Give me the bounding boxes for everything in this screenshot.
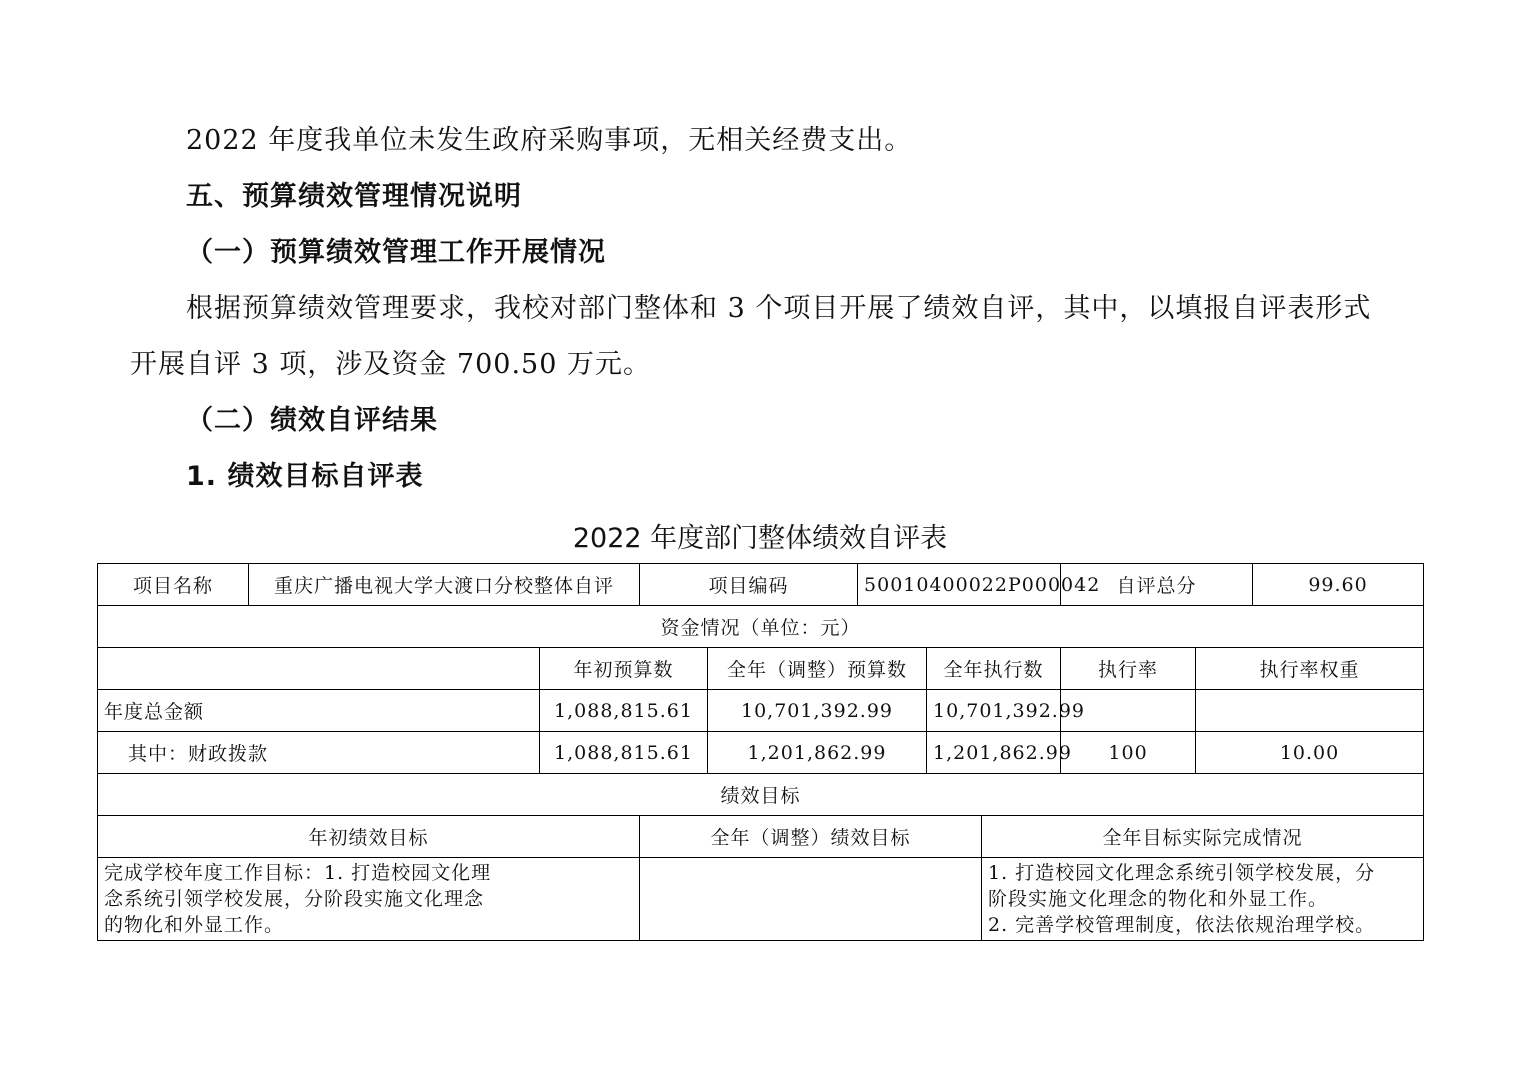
project-code-label: 项目编码	[640, 564, 858, 606]
col-adjusted-budget: 全年（调整）预算数	[708, 648, 927, 690]
project-name-label: 项目名称	[98, 564, 249, 606]
funds-header: 资金情况（单位：元）	[98, 606, 1424, 648]
self-score-label: 自评总分	[1061, 564, 1253, 606]
goal-col-adjusted: 全年（调整）绩效目标	[640, 816, 982, 858]
total-adjusted-budget: 10,701,392.99	[708, 690, 927, 732]
fiscal-row-label: 其中：财政拨款	[98, 732, 540, 774]
table-title: 2022 年度部门整体绩效自评表	[572, 523, 948, 554]
initial-goal-line: 的物化和外显工作。	[104, 914, 285, 936]
subheading-1: （一）预算绩效管理工作开展情况	[186, 237, 606, 268]
item-heading-1: 1. 绩效目标自评表	[186, 461, 424, 492]
adjusted-goal-text	[640, 858, 982, 941]
table-row	[98, 816, 1424, 858]
total-initial-budget: 1,088,815.61	[540, 690, 708, 732]
project-code-value: 50010400022P000042	[858, 564, 1061, 606]
fiscal-exec-rate: 100	[1061, 732, 1196, 774]
initial-goal-text	[98, 858, 640, 941]
fiscal-rate-weight: 10.00	[1196, 732, 1424, 774]
fiscal-initial-budget: 1,088,815.61	[540, 732, 708, 774]
col-rate-weight: 执行率权重	[1196, 648, 1424, 690]
table-row	[98, 690, 1424, 732]
performance-table	[97, 563, 1424, 941]
subheading-2: （二）绩效自评结果	[186, 405, 438, 436]
table-row	[98, 774, 1424, 816]
col-exec-rate: 执行率	[1061, 648, 1196, 690]
col-executed: 全年执行数	[927, 648, 1061, 690]
table-row	[98, 858, 1424, 941]
total-row-label: 年度总金额	[98, 690, 540, 732]
initial-goal-line: 念系统引领学校发展，分阶段实施文化理念	[104, 888, 485, 910]
total-rate-weight	[1196, 690, 1424, 732]
blank-header-cell	[98, 648, 540, 690]
body-line-2: 开展自评 3 项，涉及资金 700.50 万元。	[130, 349, 651, 380]
actual-goal-line: 2. 完善学校管理制度，依法依规治理学校。	[988, 914, 1376, 936]
goal-col-initial: 年初绩效目标	[98, 816, 640, 858]
body-line-1: 根据预算绩效管理要求，我校对部门整体和 3 个项目开展了绩效自评，其中，以填报自评表形式	[186, 293, 1372, 324]
actual-goal-text	[982, 858, 1424, 941]
fiscal-adjusted-budget: 1,201,862.99	[708, 732, 927, 774]
procurement-paragraph: 2022 年度我单位未发生政府采购事项，无相关经费支出。	[186, 125, 913, 156]
col-initial-budget: 年初预算数	[540, 648, 708, 690]
actual-goal-line: 阶段实施文化理念的物化和外显工作。	[988, 888, 1329, 910]
table-row	[98, 732, 1424, 774]
total-executed: 10,701,392.99	[927, 690, 1061, 732]
actual-goal-line: 1. 打造校园文化理念系统引领学校发展，分	[988, 862, 1376, 884]
table-row	[98, 648, 1424, 690]
goal-col-actual: 全年目标实际完成情况	[982, 816, 1424, 858]
initial-goal-line: 完成学校年度工作目标：1. 打造校园文化理	[104, 862, 492, 884]
fiscal-executed: 1,201,862.99	[927, 732, 1061, 774]
table-row	[98, 606, 1424, 648]
section-heading-5: 五、预算绩效管理情况说明	[186, 181, 522, 212]
goals-header: 绩效目标	[98, 774, 1424, 816]
table-row	[98, 564, 1424, 606]
project-name-value: 重庆广播电视大学大渡口分校整体自评	[249, 564, 640, 606]
self-score-value: 99.60	[1253, 564, 1424, 606]
